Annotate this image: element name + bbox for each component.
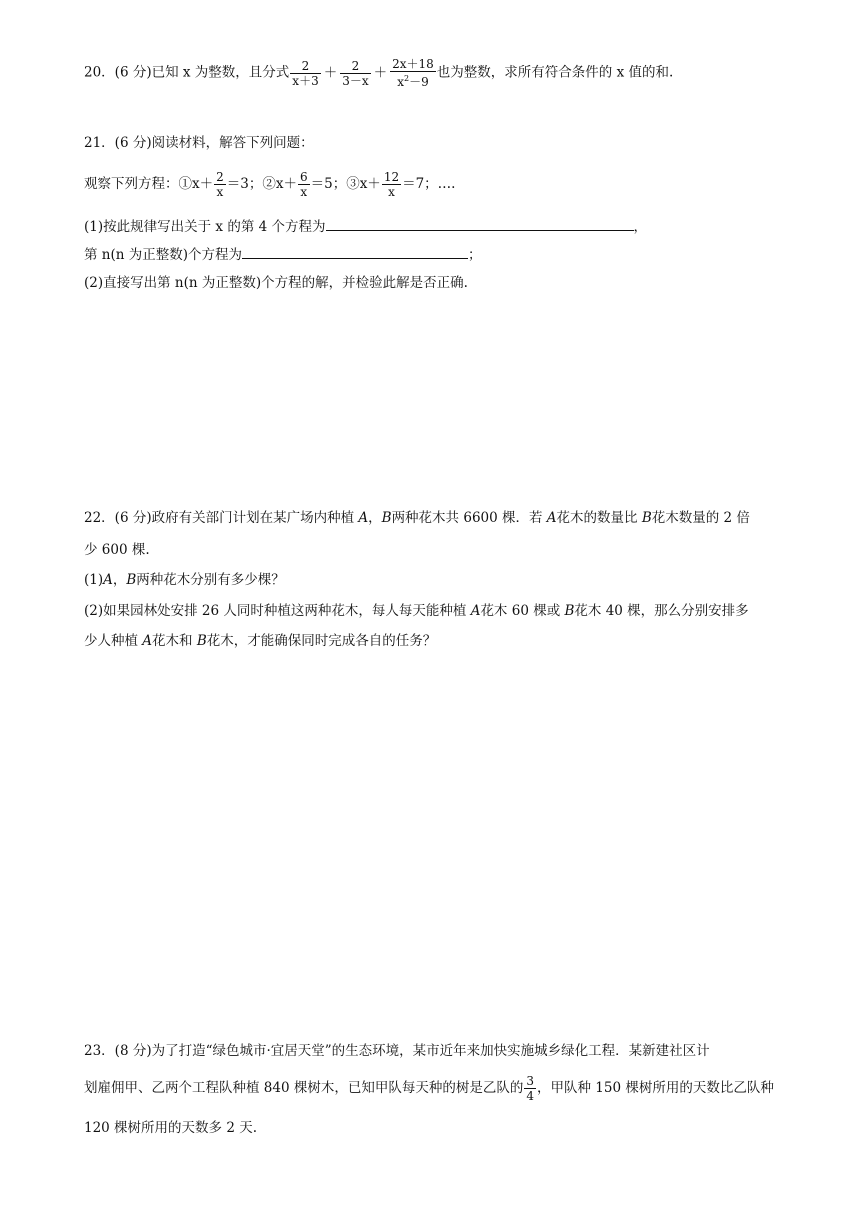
q20-prefix: 20．(6 分)已知 x 为整数，且分式 bbox=[84, 64, 290, 81]
q21-eq3-rest: ＝7；…. bbox=[402, 176, 456, 192]
q21-part1-blank[interactable] bbox=[326, 216, 634, 231]
q20-line bbox=[84, 57, 673, 89]
q22-l1-c: 两种花木共 6600 棵．若 bbox=[391, 510, 547, 526]
q21-eq1-fraction bbox=[214, 170, 226, 199]
q21-eq2-num: 6 bbox=[299, 170, 308, 184]
q20-fraction-2-num: 2 bbox=[340, 59, 370, 74]
q21-eq1-rest: ＝3；②x＋ bbox=[226, 176, 297, 192]
q21-eq1-den: x bbox=[216, 185, 224, 199]
q23-line-1: 23．(8 分)为了打造“绿色城市·宜居天堂”的生态环境，某市近年来加快实施城乡绿化工程．某新建社区计 bbox=[84, 1043, 710, 1059]
q22-p2-f: 花木，才能确保同时完成各自的任务？ bbox=[206, 633, 437, 649]
q22-p2-var-a-2: A bbox=[142, 633, 153, 649]
q22-p1-a: (1) bbox=[84, 572, 104, 588]
q21-part1-text: (1)按此规律写出关于 x 的第 4 个方程为 bbox=[84, 219, 326, 235]
q21-eq2-fraction bbox=[298, 170, 310, 199]
q21-part1-end: ， bbox=[633, 219, 647, 235]
q20-suffix: 也为整数，求所有符合条件的 x 值的和. bbox=[436, 64, 674, 81]
q22-var-a-2: A bbox=[546, 510, 557, 526]
q23-fraction-num: 3 bbox=[526, 1074, 534, 1088]
q20-fraction-1-den: x＋3 bbox=[292, 73, 319, 88]
q21-intro: 21．(6 分)阅读材料，解答下列问题： bbox=[84, 135, 314, 151]
q22-p2-var-b-2: B bbox=[196, 633, 207, 649]
q22-p2-b: 花木 60 棵或 bbox=[480, 603, 565, 619]
q21-part1b-text: 第 n(n 为正整数)个方程为 bbox=[84, 247, 243, 263]
q20-fraction-3-num: 2x＋18 bbox=[392, 57, 434, 71]
q23-line-2 bbox=[84, 1074, 774, 1103]
q20-fraction-2-den: 3－x bbox=[342, 73, 369, 88]
q22-p2-e: 花木和 bbox=[152, 633, 197, 649]
q23-l2-b: ，甲队种 150 棵树所用的天数比乙队种 bbox=[537, 1080, 774, 1096]
q20-plus-2: ＋ bbox=[373, 64, 388, 81]
q23-l2-a: 划雇佣甲、乙两个工程队种植 840 棵树木，已知甲队每天种的树是乙队的 bbox=[84, 1080, 524, 1096]
q22-part1-line bbox=[84, 570, 285, 590]
q21-part1b-blank[interactable] bbox=[242, 244, 468, 259]
q22-p1-var-a: A bbox=[103, 572, 113, 588]
q23-line-3: 120 棵树所用的天数多 2 天. bbox=[84, 1120, 258, 1136]
q22-l1-e: 花木数量的 2 倍 bbox=[651, 510, 750, 526]
q21-observe-line bbox=[84, 170, 455, 199]
q22-p2-var-b: B bbox=[564, 603, 575, 619]
q21-obs-prefix: 观察下列方程：①x＋ bbox=[84, 176, 214, 192]
q20-fraction-3-den bbox=[390, 72, 436, 89]
q21-eq3-den: x bbox=[388, 185, 395, 199]
q22-l1-a: 22．(6 分)政府有关部门计划在某广场内种植 bbox=[84, 510, 359, 526]
q22-p1-b: ， bbox=[112, 572, 127, 588]
q22-p1-c: 两种花木分别有多少棵？ bbox=[136, 572, 285, 588]
q21-eq3-num: 12 bbox=[383, 170, 400, 184]
q21-eq2-den: x bbox=[300, 185, 308, 199]
q22-p2-d: 少人种植 bbox=[84, 633, 143, 649]
q22-l1-b: ， bbox=[368, 510, 382, 526]
q21-part1b-end: ； bbox=[468, 247, 482, 263]
q22-line-2: 少 600 棵. bbox=[84, 542, 150, 558]
q20-fraction-1-num: 2 bbox=[290, 59, 320, 74]
q20-fraction-3-den-rest: －9 bbox=[409, 75, 429, 89]
q20-fraction-3-den-var: x bbox=[397, 75, 404, 89]
q20-fraction-1 bbox=[290, 59, 320, 88]
q22-part2-line-1 bbox=[84, 601, 749, 621]
q21-part1-line bbox=[84, 216, 647, 237]
q23-fraction-den: 4 bbox=[526, 1089, 534, 1103]
q20-fraction-2 bbox=[340, 59, 370, 88]
q20-plus-1: ＋ bbox=[323, 64, 338, 81]
q22-p1-var-b: B bbox=[126, 572, 137, 588]
q22-var-b: B bbox=[381, 510, 392, 526]
q21-eq2-rest: ＝5；③x＋ bbox=[310, 176, 381, 192]
q22-p2-c: 花木 40 棵，那么分别安排多 bbox=[574, 603, 749, 619]
q22-part2-line-2 bbox=[84, 631, 436, 651]
q21-eq1-num: 2 bbox=[216, 170, 224, 184]
q22-l1-d: 花木的数量比 bbox=[556, 510, 642, 526]
q22-p2-var-a: A bbox=[470, 603, 481, 619]
q20-fraction-3-den-exp: 2 bbox=[403, 74, 410, 83]
q23-fraction bbox=[524, 1074, 536, 1103]
q21-eq3-fraction bbox=[382, 170, 401, 199]
q21-part2-line: (2)直接写出第 n(n 为正整数)个方程的解，并检验此解是否正确. bbox=[84, 275, 468, 291]
q22-line-1 bbox=[84, 508, 750, 528]
q20-fraction-3 bbox=[390, 57, 436, 89]
q22-var-b-2: B bbox=[641, 510, 652, 526]
q21-part1b-line bbox=[84, 244, 482, 265]
q22-p2-a: (2)如果园林处安排 26 人同时种植这两种花木，每人每天能种植 bbox=[84, 603, 471, 619]
q22-var-a: A bbox=[358, 510, 369, 526]
